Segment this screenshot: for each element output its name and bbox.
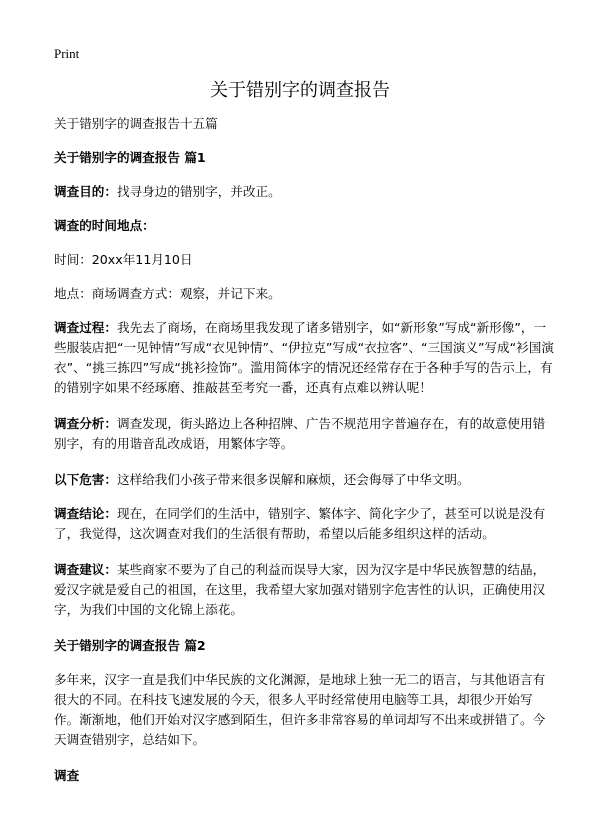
document-body <box>54 114 554 802</box>
harm-label: 以下危害： <box>54 472 117 487</box>
purpose-label: 调查目的： <box>54 184 117 199</box>
section-heading-2: 关于错别字的调查报告 篇2 <box>54 638 206 653</box>
section-2-paragraph: 多年来，汉字一直是我们中华民族的文化渊源，是地球上独一无二的语言，与其他语言有很大的不同。在科技飞速发展的今天，很多人平时经常使用电脑等工具，却很少开始写作。渐渐地，他们开始对汉字感到陌生，但许多非常容易的单词却写不出来或拼错了。今天调查错别字，总结如下。 <box>54 672 546 747</box>
document-subtitle: 关于错别字的调查报告十五篇 <box>54 116 218 131</box>
conclusion-label: 调查结论： <box>54 506 117 521</box>
time-paragraph: 时间：20xx年11月10日 <box>54 252 193 267</box>
suggestion-paragraph <box>54 560 554 620</box>
suggestion-label: 调查建议： <box>54 562 117 577</box>
analysis-paragraph <box>54 414 554 454</box>
page-title: 关于错别字的调查报告 <box>210 80 390 101</box>
conclusion-text: 现在，在同学们的生活中，错别字、繁体字、简化字少了，甚至可以说是没有了，我觉得，这次调查对我们的生活很有帮助，希望以后能多组织这样的活动。 <box>54 506 546 541</box>
analysis-label: 调查分析： <box>54 416 117 431</box>
conclusion-paragraph <box>54 504 554 544</box>
process-label: 调查过程： <box>54 320 117 335</box>
process-paragraph <box>54 318 554 398</box>
purpose-text: 找寻身边的错别字，并改正。 <box>116 184 281 199</box>
analysis-text: 调查发现，街头路边上各种招牌、广告不规范用字普遍存在，有的故意使用错别字，有的用谐音乱改成语，用繁体字等。 <box>54 416 546 451</box>
process-text: 我先去了商场，在商场里我发现了诸多错别字，如“新形象”写成“新形像”，一些服装店把“一见钟情”写成“衣见钟情”、“伊拉克”写成“衣拉客”、“三国演义”写成“衫国演衣”、“挑三拣四”写成“挑衫捡饰”。滥用简体字的情况还经常存在于各种手写的告示上，有的错别字如果不经琢磨、推敲甚至考究一番，还真有点难以辨认呢！ <box>54 320 554 395</box>
print-link[interactable]: Print <box>54 46 80 61</box>
suggestion-text: 某些商家不要为了自己的利益而误导大家，因为汉字是中华民族智慧的结晶，爱汉字就是爱自己的祖国，在这里，我希望大家加强对错别字危害性的认识，正确使用汉字，为我们中国的文化锦上添花。 <box>54 562 546 617</box>
purpose-paragraph <box>54 182 554 202</box>
time-place-heading: 调查的时间地点： <box>54 218 155 233</box>
section-heading-1: 关于错别字的调查报告 篇1 <box>54 150 206 165</box>
section-heading-3: 调查 <box>54 768 80 783</box>
harm-text: 这样给我们小孩子带来很多误解和麻烦，还会侮辱了中华文明。 <box>116 472 470 487</box>
harm-paragraph <box>54 470 554 490</box>
place-paragraph: 地点：商场调查方式：观察，并记下来。 <box>54 286 281 301</box>
